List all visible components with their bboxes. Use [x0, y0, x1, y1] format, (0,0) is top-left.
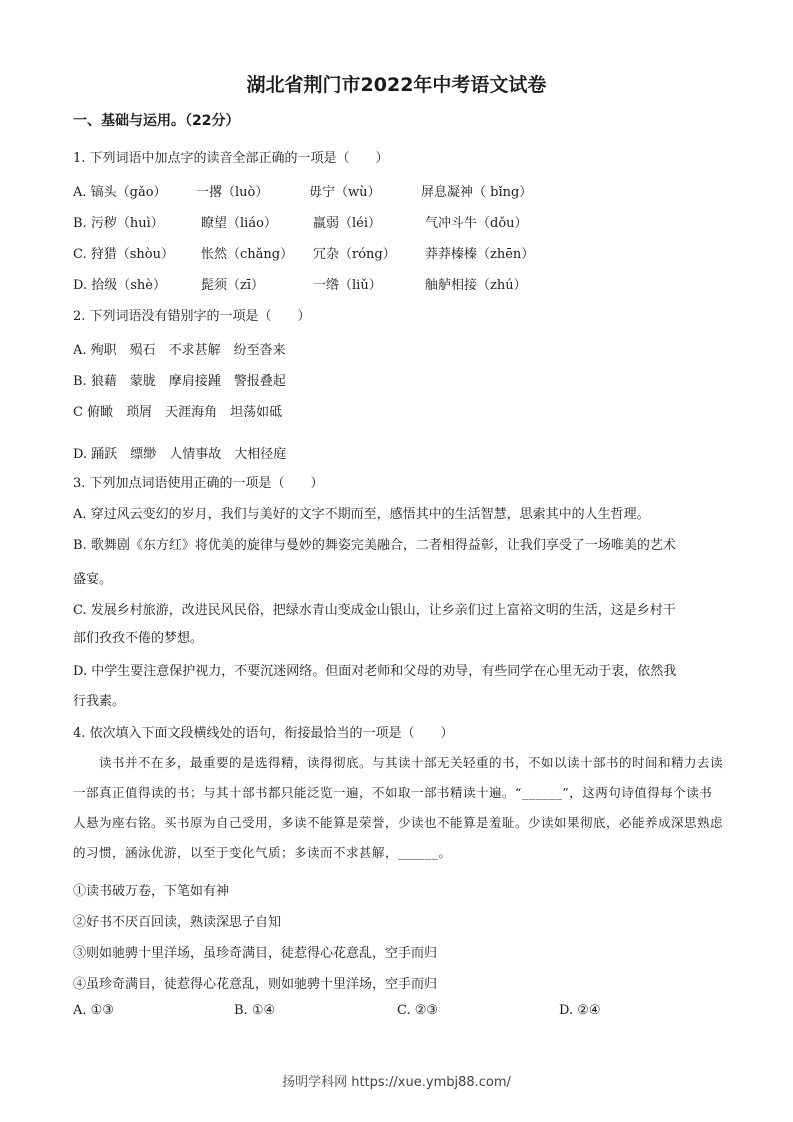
q1-a-word3: 毋宁（wù） — [309, 185, 381, 200]
q1-c-word1: C. 狩猎（shòu） — [73, 247, 174, 262]
q1-d-word3: 一绺（liǔ） — [313, 278, 382, 293]
q1-a-word4: 屏息凝神（ bǐng） — [421, 185, 533, 200]
q4-item-2: ②好书不厌百回读，熟读深思子自知 — [73, 915, 282, 930]
q4-choice-b: B. ①④ — [234, 1003, 276, 1018]
q1-a-word1: A. 镐头（gǎo） — [73, 185, 167, 200]
q4-item-4: ④虽珍奇满目，徒惹得心花意乱，则如驰骋十里洋场，空手而归 — [73, 977, 438, 992]
q1-d-word2: 髭须（zī） — [201, 278, 265, 293]
page-footer-watermark: 扬明学科网 https://xue.ymbj88.com/ — [282, 1075, 511, 1090]
q3-option-b-line1: B. 歌舞剧《东方红》将优美的旋律与曼妙的舞姿完美融合，二者相得益彰，让我们享受了一场唯美的艺术 — [73, 538, 676, 553]
q1-b-word1: B. 污秽（huì） — [73, 216, 164, 231]
q4-choice-c: C. ②③ — [397, 1003, 439, 1018]
q1-stem: 1. 下列词语中加点字的读音全部正确的一项是（ ） — [73, 151, 389, 166]
q1-b-word3: 羸弱（léi） — [313, 216, 382, 231]
q4-item-3: ③则如驰骋十里洋场，虽珍奇满目，徒惹得心花意乱，空手而归 — [73, 946, 438, 961]
q2-stem: 2. 下列词语没有错别字的一项是（ ） — [73, 309, 311, 324]
q4-choice-d: D. ②④ — [559, 1003, 601, 1018]
q4-stem: 4. 依次填入下面文段横线处的语句，衔接最恰当的一项是（ ） — [73, 726, 454, 741]
q4-passage: 读书并不在多，最重要的是选得精，读得彻底。与其读十部无关轻重的书，不如以读十部书的时间和精力去读一部真正值得读的书；与其十部书都只能泛览一遍，不如取一部书精读十遍。“______”，这两句诗值得每个读书人悬为座右铭。买书原为自己受用，多读不能算是荣誉，少读也不能算是羞耻。少读如果彻底，必能养成深思熟虑的习惯，涵泳优游，以至于变化气质；多读而不求甚解，______。 — [73, 755, 724, 860]
q1-b-word4: 气冲斗牛（dǒu） — [425, 216, 528, 231]
section-heading: 一、基础与运用。（22分） — [73, 113, 240, 129]
q1-c-word4: 莽莽榛榛（zhēn） — [425, 247, 535, 262]
q3-option-d-line1: D. 中学生要注意保护视力，不要沉迷网络。但面对老师和父母的劝导，有些同学在心里无动于衷，依然我 — [73, 664, 677, 679]
q2-option-c: C 俯瞰 琐屑 天涯海角 坦荡如砥 — [73, 405, 283, 420]
q1-c-word3: 冗杂（róng） — [313, 247, 396, 262]
q2-option-a: A. 殉职 殒石 不求甚解 纷至沓来 — [73, 343, 286, 358]
q2-option-d: D. 踊跃 缥缈 人情事故 大相径庭 — [73, 447, 287, 462]
q2-option-b: B. 狼藉 蒙胧 摩肩接踵 警报叠起 — [73, 374, 286, 389]
page-title: 湖北省荆门市2022年中考语文试卷 — [246, 74, 547, 96]
q4-item-1: ①读书破万卷，下笔如有神 — [73, 884, 230, 899]
q4-choice-a: A. ①③ — [73, 1003, 114, 1018]
q1-d-word1: D. 拾级（shè） — [73, 278, 166, 293]
q1-c-word2: 怅然（chǎng） — [201, 247, 294, 262]
q3-option-c-line1: C. 发展乡村旅游，改进民风民俗，把绿水青山变成金山银山，让乡亲们过上富裕文明的生活，这是乡村干 — [73, 603, 676, 618]
q3-stem: 3. 下列加点词语使用正确的一项是（ ） — [73, 476, 324, 491]
q3-option-c-line2: 部们孜孜不倦的梦想。 — [73, 631, 204, 646]
q1-a-word2: 一撂（luò） — [196, 185, 269, 200]
q1-d-word4: 舳舻相接（zhú） — [425, 278, 527, 293]
q3-option-b-line2: 盛宴。 — [73, 572, 113, 587]
q3-option-d-line2: 行我素。 — [73, 694, 126, 709]
q1-b-word2: 瞭望（liáo） — [201, 216, 277, 231]
q3-option-a: A. 穿过风云变幻的岁月，我们与美好的文字不期而至，感悟其中的生活智慧，思索其中的人生哲理。 — [73, 507, 650, 522]
